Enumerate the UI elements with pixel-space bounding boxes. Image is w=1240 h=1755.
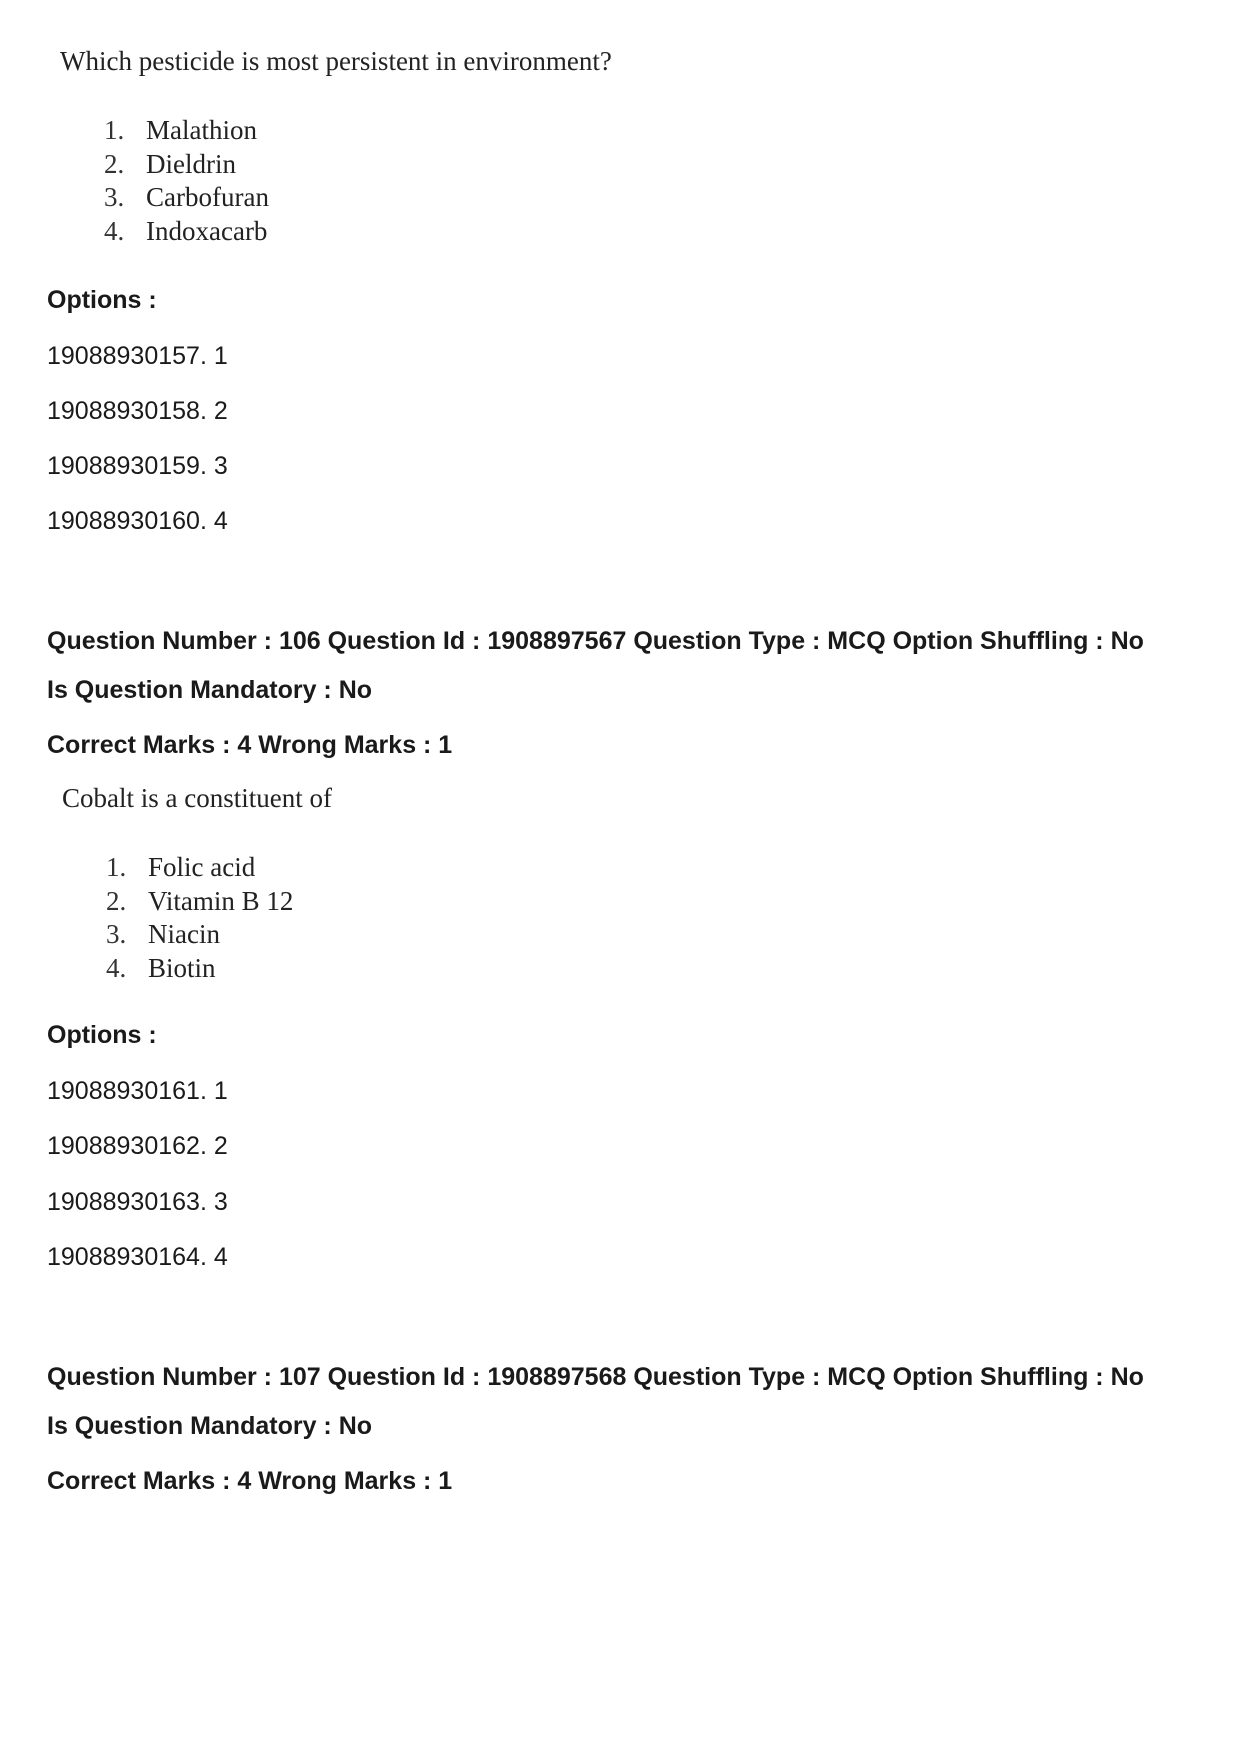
question-header: Question Number : 106 Question Id : 1908897567 Question Type : MCQ Option Shuffling : No bbox=[47, 627, 1144, 655]
question-stem: Which pesticide is most persistent in environment? bbox=[60, 46, 612, 76]
option-item: 19088930159. 3 bbox=[47, 452, 228, 480]
option-item: 19088930160. 4 bbox=[47, 507, 228, 535]
choice-item: 2. Vitamin B 12 bbox=[106, 885, 294, 916]
choice-item: 4. Indoxacarb bbox=[104, 215, 268, 246]
options-label: Options : bbox=[47, 1021, 157, 1049]
question-stem: Cobalt is a constituent of bbox=[62, 783, 332, 813]
question-choices bbox=[106, 851, 293, 985]
question-header: Question Number : 107 Question Id : 1908897568 Question Type : MCQ Option Shuffling : No bbox=[47, 1363, 1144, 1391]
choice-item: 3. Carbofuran bbox=[104, 182, 269, 212]
question-mandatory: Is Question Mandatory : No bbox=[47, 1412, 373, 1440]
option-item: 19088930164. 4 bbox=[47, 1243, 228, 1271]
options-label: Options : bbox=[47, 286, 157, 314]
option-item: 19088930157. 1 bbox=[47, 342, 228, 370]
option-item: 19088930162. 2 bbox=[47, 1132, 228, 1160]
choice-item: 4. Biotin bbox=[106, 952, 216, 983]
choice-item: 1. Folic acid bbox=[106, 852, 256, 882]
option-item: 19088930163. 3 bbox=[47, 1188, 228, 1216]
question-image bbox=[60, 46, 612, 77]
option-item: 19088930161. 1 bbox=[47, 1077, 228, 1105]
option-item: 19088930158. 2 bbox=[47, 397, 228, 425]
question-image bbox=[62, 783, 332, 814]
choice-item: 1. Malathion bbox=[104, 115, 257, 145]
question-marks: Correct Marks : 4 Wrong Marks : 1 bbox=[47, 1467, 453, 1495]
question-choices bbox=[104, 114, 269, 248]
choice-item: 2. Dieldrin bbox=[104, 148, 236, 179]
question-marks: Correct Marks : 4 Wrong Marks : 1 bbox=[47, 731, 453, 759]
question-mandatory: Is Question Mandatory : No bbox=[47, 676, 373, 704]
choice-item: 3. Niacin bbox=[106, 919, 220, 949]
